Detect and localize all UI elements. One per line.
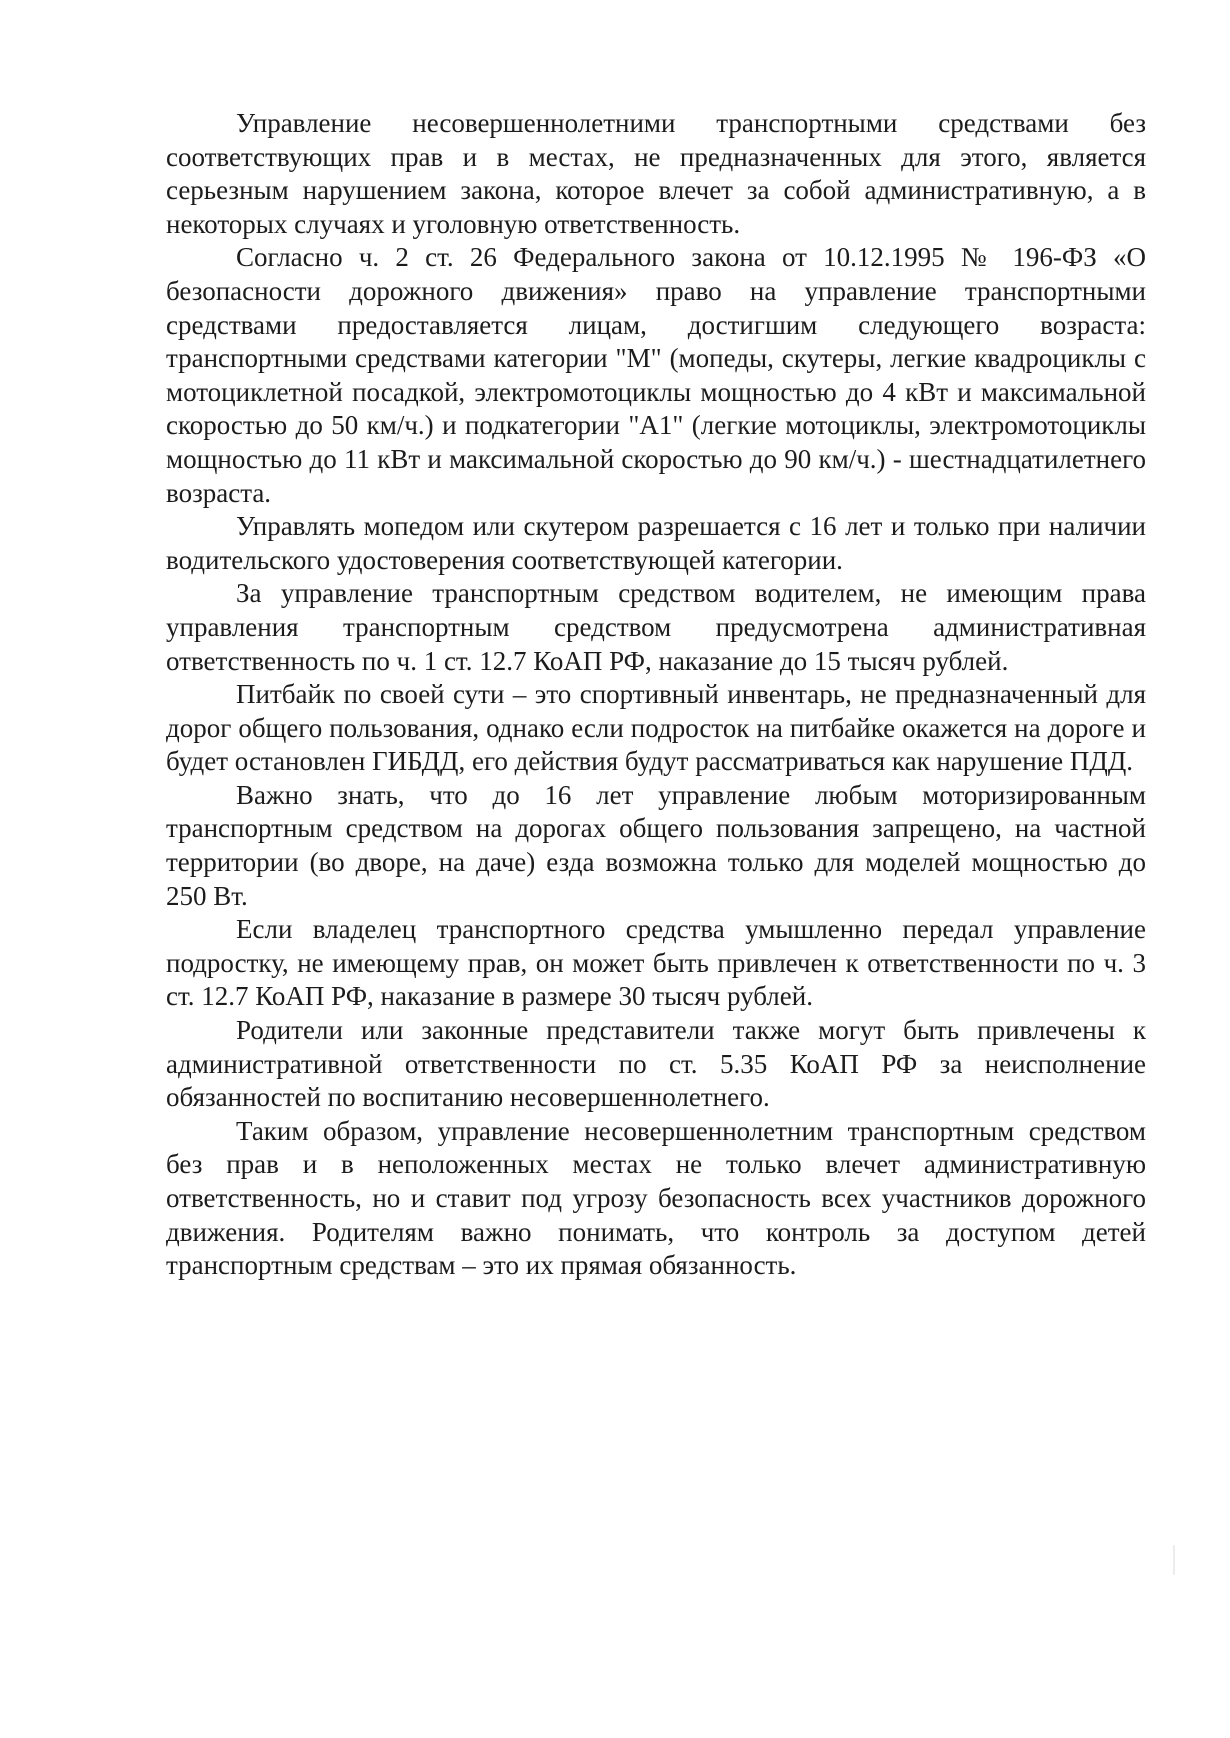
paragraph-under-16: Важно знать, что до 16 лет управление любым моторизированным транспортным средством на дорогах общего пользования запрещено, на частной территории (во дворе, на даче) езда возможна только для моделей мощностью до 250 Вт. [166,779,1146,911]
paragraph-penalty-no-license: За управление транспортным средством водителем, не имеющим права управления транспортным средством предусмотрена административная ответственность по ч. 1 ст. 12.7 КоАП РФ, наказание до 15 тысяч рублей. [166,578,1146,676]
paragraph-parent-liability: Родители или законные представители также могут быть привлечены к административной ответственности по ст. 5.35 КоАП РФ за неисполнение обязанностей по воспитанию несовершеннолетнего. [166,1015,1146,1113]
document-body [166,107,1146,1283]
paragraph-law-age-requirements: Согласно ч. 2 ст. 26 Федерального закона от 10.12.1995 № 196-ФЗ «О безопасности дорожного движения» право на управление транспортными средствами предоставляется лицам, достигшим следующего возраста: транспортными средствами категории "М" (мопеды, скутеры, легкие квадроциклы с мотоциклетной посадкой, электромотоциклы мощностью до 4 кВт и максимальной скоростью до 50 км/ч.) и подкатегории "А1" (легкие мотоциклы, электромотоциклы мощностью до 11 кВт и максимальной скоростью до 90 км/ч.) - шестнадцатилетнего возраста. [166,242,1146,508]
paragraph-intro: Управление несовершеннолетними транспортными средствами без соответствующих прав и в местах, не предназначенных для этого, является серьезным нарушением закона, которое влечет за собой административную, а в некоторых случаях и уголовную ответственность. [166,108,1146,239]
paragraph-owner-liability: Если владелец транспортного средства умышленно передал управление подростку, не имеющему прав, он может быть привлечен к ответственности по ч. 3 ст. 12.7 КоАП РФ, наказание в размере 30 тысяч рублей. [166,914,1146,1012]
paragraph-moped-license: Управлять мопедом или скутером разрешается с 16 лет и только при наличии водительского удостоверения соответствующей категории. [166,511,1146,575]
paragraph-pitbike: Питбайк по своей сути – это спортивный инвентарь, не предназначенный для дорог общего пользования, однако если подросток на питбайке окажется на дороге и будет остановлен ГИБДД, его действия будут рассматриваться как нарушение ПДД. [166,679,1146,777]
paragraph-conclusion: Таким образом, управление несовершеннолетним транспортным средством без прав и в неположенных местах не только влечет административную ответственность, но и ставит под угрозу безопасность всех участников дорожного движения. Родителям важно понимать, что контроль за доступом детей транспортным средствам – это их прямая обязанность. [166,1115,1146,1281]
scan-edge-mark [1173,1545,1175,1575]
